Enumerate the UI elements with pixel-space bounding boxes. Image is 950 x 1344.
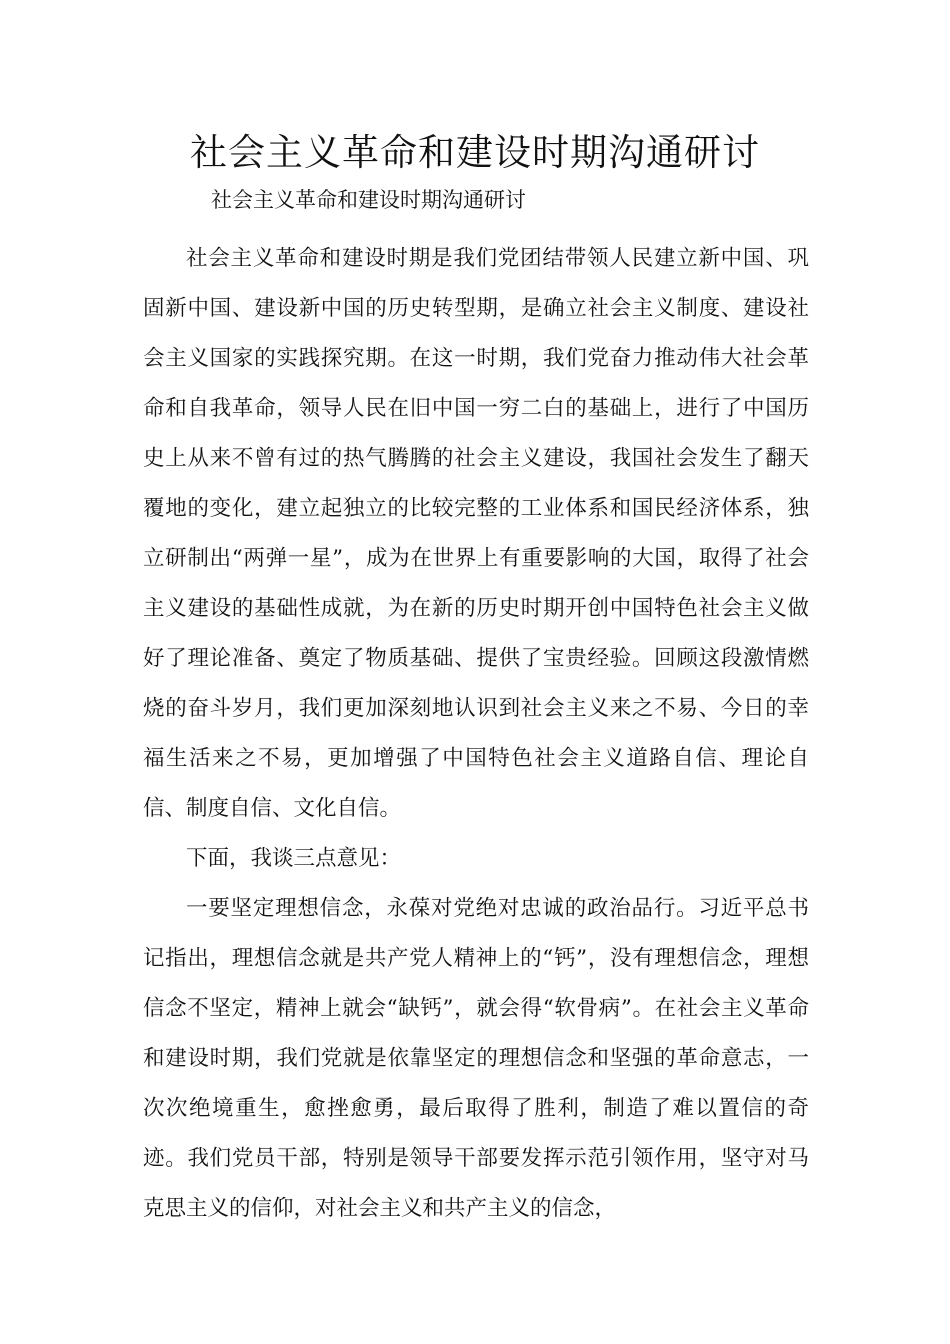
paragraph-intro: 社会主义革命和建设时期是我们党团结带领人民建立新中国、巩固新中国、建设新中国的历史转型期，是确立社会主义制度、建设社会主义国家的实践探究期。在这一时期，我们党奋力推动伟大社会革命和自我革命，领导人民在旧中国一穷二白的基础上，进行了中国历史上从来不曾有过的热气腾腾的社会主义建设，我国社会发生了翻天覆地的变化，建立起独立的比较完整的工业体系和国民经济体系，独立研制出“两弹一星”，成为在世界上有重要影响的大国，取得了社会主义建设的基础性成就，为在新的历史时期开创中国特色社会主义做好了理论准备、奠定了物质基础、提供了宝贵经验。回顾这段激情燃烧的奋斗岁月，我们更加深刻地认识到社会主义来之不易、今日的幸福生活来之不易，更加增强了中国特色社会主义道路自信、理论自信、制度自信、文化自信。 <box>143 246 809 821</box>
document-body <box>143 234 809 1234</box>
paragraph-opinions-lead: 下面，我谈三点意见： <box>186 846 402 871</box>
paragraph-point-one: 一要坚定理想信念，永葆对党绝对忠诚的政治品行。习近平总书记指出，理想信念就是共产党人精神上的“钙”，没有理想信念，理想信念不坚定，精神上就会“缺钙”，就会得“软骨病”。在社会主义革命和建设时期，我们党就是依靠坚定的理想信念和坚强的革命意志，一次次绝境重生，愈挫愈勇，最后取得了胜利，制造了难以置信的奇迹。我们党员干部，特别是领导干部要发挥示范引领作用，坚守对马克思主义的信仰，对社会主义和共产主义的信念， <box>143 896 809 1221</box>
document-subtitle: 社会主义革命和建设时期沟通研讨 <box>211 188 526 212</box>
document-title: 社会主义革命和建设时期沟通研讨 <box>190 131 760 174</box>
